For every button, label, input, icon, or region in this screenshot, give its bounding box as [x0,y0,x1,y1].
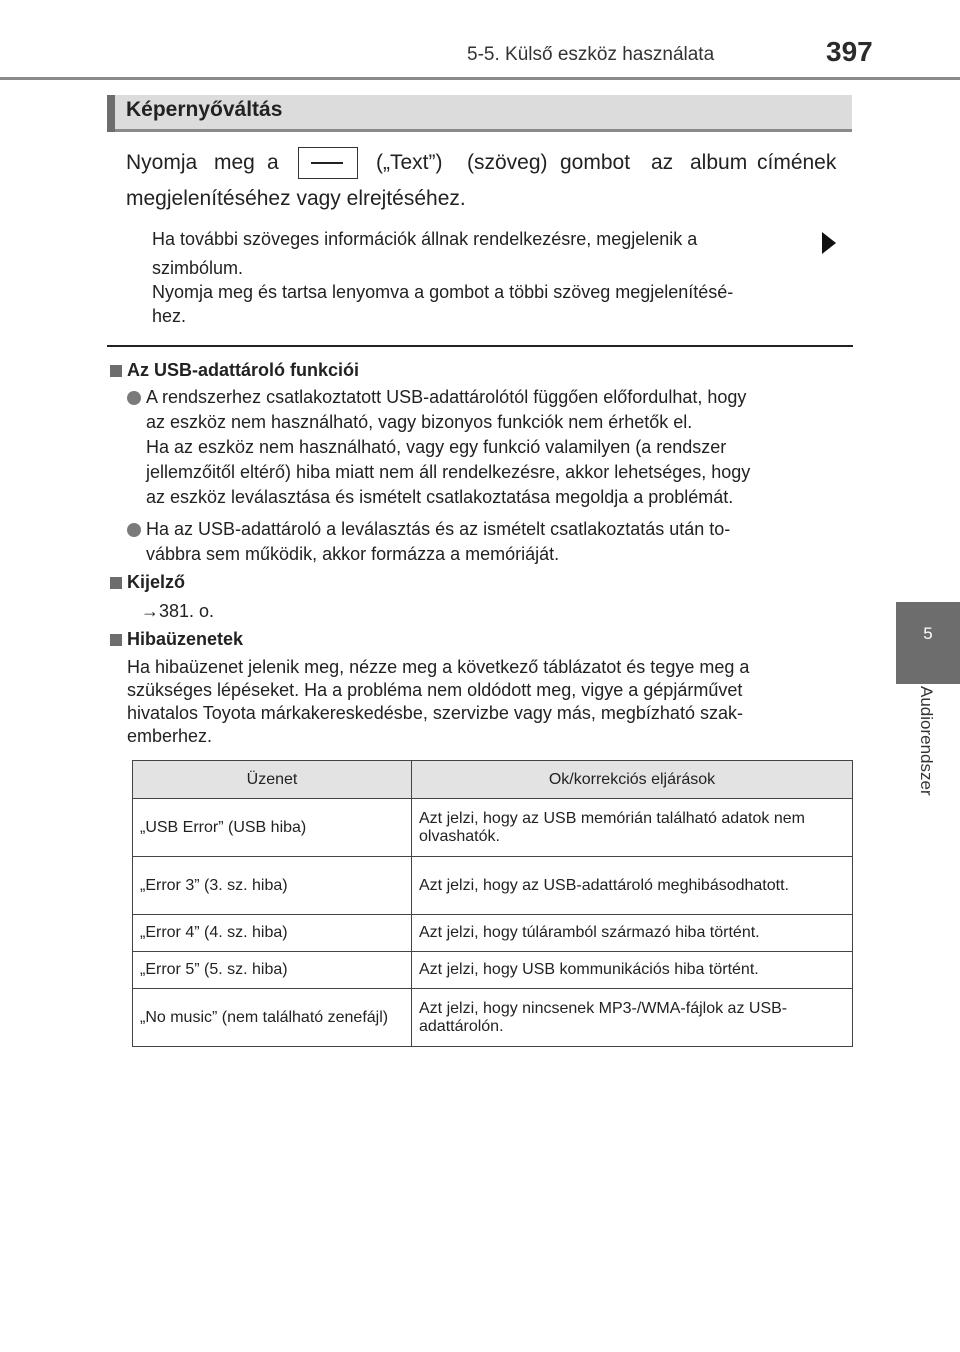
intro-word: meg [214,151,255,174]
errors-heading: Hibaüzenetek [127,629,244,649]
section-divider [107,345,853,347]
table-header-row [133,761,853,799]
note-line: Ha további szöveges információk állnak rendelkezésre, megjelenik a [152,229,698,249]
square-bullet-icon [110,577,122,589]
arrow-right-icon [818,230,840,256]
table-header-action: Ok/korrekciós eljárások [412,761,853,799]
table-cell-action: Azt jelzi, hogy az USB memórián található adatok nem olvashatók. [412,799,853,857]
table-row [133,857,853,915]
intro-word: album [690,151,748,174]
header-section-title: 5-5. Külső eszköz használata [467,44,715,65]
intro-word: gombot [560,151,631,174]
intro-line-2: megjelenítéséhez vagy elrejtéséhez. [126,187,466,210]
usb-item1-line: Ha az eszköz nem használható, vagy egy funkció valamilyen (a rendszer [146,437,727,457]
usb-functions-heading: Az USB-adattároló funkciói [127,360,360,380]
table-cell-action: Azt jelzi, hogy túláramból származó hiba történt. [412,915,853,952]
circle-bullet-icon [127,391,141,405]
intro-word: az [651,151,674,174]
note-line: szimbólum. [152,258,244,278]
errors-line: Ha hibaüzenet jelenik meg, nézze meg a következő táblázatot és tegye meg a [127,657,750,677]
intro-word: („Text”) [376,151,443,174]
intro-word: Nyomja [126,151,198,174]
square-bullet-icon [110,365,122,377]
chapter-number: 5 [923,624,933,643]
usb-item1-line: A rendszerhez csatlakoztatott USB-adattárolótól függően előfordulhat, hogy [146,387,747,407]
table-cell-message: „USB Error” (USB hiba) [133,799,412,857]
table-cell-message: „No music” (nem található zenefájl) [133,989,412,1047]
section-heading-accent [107,95,115,132]
error-table [132,760,853,1047]
intro-word: (szöveg) [467,151,548,174]
table-row [133,915,853,952]
usb-item1-line: jellemzőitől eltérő) hiba miatt nem áll rendelkezésre, akkor lehetséges, hogy [146,462,751,482]
table-cell-message: „Error 5” (5. sz. hiba) [133,952,412,989]
page-number: 397 [826,36,873,67]
table-cell-action: Azt jelzi, hogy nincsenek MP3-/WMA-fájlok az USB-adattárolón. [412,989,853,1047]
errors-line: hivatalos Toyota márkakereskedésbe, szervizbe vagy más, megbízható szak- [127,703,743,723]
section-title: Képernyőváltás [126,98,283,121]
table-cell-action: Azt jelzi, hogy USB kommunikációs hiba történt. [412,952,853,989]
note-line: hez. [152,306,187,326]
errors-line: szükséges lépéseket. Ha a probléma nem oldódott meg, vigye a gépjárművet [127,680,743,700]
usb-item1-line: az eszköz leválasztása és ismételt csatlakoztatása megoldja a problémát. [146,487,734,507]
display-page-reference: →381. o. [141,601,215,621]
table-row [133,952,853,989]
note-line: Nyomja meg és tartsa lenyomva a gombot a többi szöveg megjelenítésé- [152,282,734,302]
chapter-label-wrap [896,684,960,884]
errors-line: emberhez. [127,726,213,746]
usb-item2-line: vábbra sem működik, akkor formázza a memóriáját. [146,544,560,564]
chapter-label: Audiorendszer [917,686,936,796]
table-cell-message: „Error 3” (3. sz. hiba) [133,857,412,915]
intro-word: a [267,151,279,174]
square-bullet-icon [110,634,122,646]
intro-word: címének [757,151,837,174]
text-button-dash [311,162,343,164]
usb-item2-line: Ha az USB-adattároló a leválasztás és az ismételt csatlakoztatás után to- [146,519,731,539]
table-row [133,799,853,857]
table-header-message: Üzenet [133,761,412,799]
header-rule [0,77,960,80]
circle-bullet-icon [127,523,141,537]
table-cell-action: Azt jelzi, hogy az USB-adattároló meghibásodhatott. [412,857,853,915]
table-cell-message: „Error 4” (4. sz. hiba) [133,915,412,952]
table-row [133,989,853,1047]
usb-item1-line: az eszköz nem használható, vagy bizonyos funkciók nem érhetők el. [146,412,693,432]
display-heading: Kijelző [127,572,186,592]
